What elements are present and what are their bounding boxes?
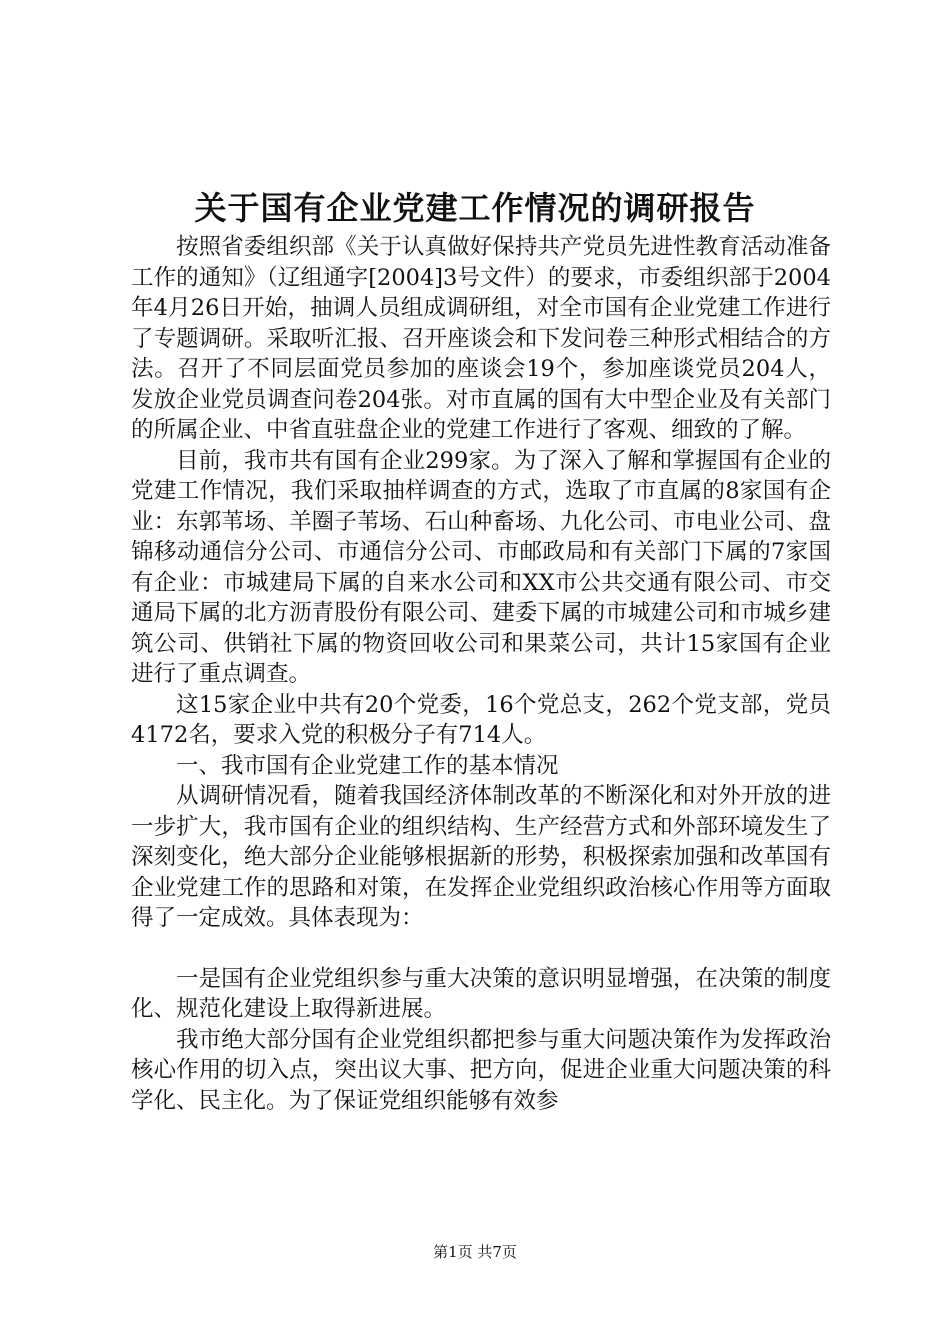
paragraph-point-1: 一是国有企业党组织参与重大决策的意识明显增强，在决策的制度化、规范化建设上取得新进展。 xyxy=(131,965,831,1022)
document-body xyxy=(131,232,831,1116)
page-number: 第1页 共7页 xyxy=(433,1243,517,1261)
document-title: 关于国有企业党建工作情况的调研报告 xyxy=(194,189,756,227)
section-heading-1: 一、我市国有企业党建工作的基本情况 xyxy=(176,752,559,779)
paragraph-statistics: 这15家企业中共有20个党委，16个党总支，262个党支部，党员4172名，要求入党的积极分子有714人。 xyxy=(131,691,831,748)
paragraph-point-1-detail: 我市绝大部分国有企业党组织都把参与重大问题决策作为发挥政治核心作用的切入点，突出议大事、把方向，促进企业重大问题决策的科学化、民主化。为了保证党组织能够有效参 xyxy=(131,1026,831,1114)
paragraph-overview: 从调研情况看，随着我国经济体制改革的不断深化和对外开放的进一步扩大，我市国有企业的组织结构、生产经营方式和外部环境发生了深刻变化，绝大部分企业能够根据新的形势，积极探索加强和改革国有企业党建工作的思路和对策，在发挥企业党组织政治核心作用等方面取得了一定成效。具体表现为： xyxy=(131,783,831,931)
paragraph-sample: 目前，我市共有国有企业299家。为了深入了解和掌握国有企业的党建工作情况，我们采取抽样调查的方式，选取了市直属的8家国有企业：东郭苇场、羊圈子苇场、石山种畜场、九化公司、市电业公司、盘锦移动通信分公司、市通信分公司、市邮政局和有关部门下属的7家国有企业：市城建局下属的自来水公司和XX市公共交通有限公司、市交通局下属的北方沥青股份有限公司、建委下属的市城建公司和市城乡建筑公司、供销社下属的物资回收公司和果菜公司，共计15家国有企业进行了重点调查。 xyxy=(131,447,831,687)
paragraph-intro: 按照省委组织部《关于认真做好保持共产党员先进性教育活动准备工作的通知》（辽组通字[2004]3号文件）的要求，市委组织部于2004年4月26日开始，抽调人员组成调研组，对全市国有企业党建工作进行了专题调研。采取听汇报、召开座谈会和下发问卷三种形式相结合的方法。召开了不同层面党员参加的座谈会19个，参加座谈党员204人，发放企业党员调查问卷204张。对市直属的国有大中型企业及有关部门的所属企业、中省直驻盘企业的党建工作进行了客观、细致的了解。 xyxy=(131,234,831,443)
